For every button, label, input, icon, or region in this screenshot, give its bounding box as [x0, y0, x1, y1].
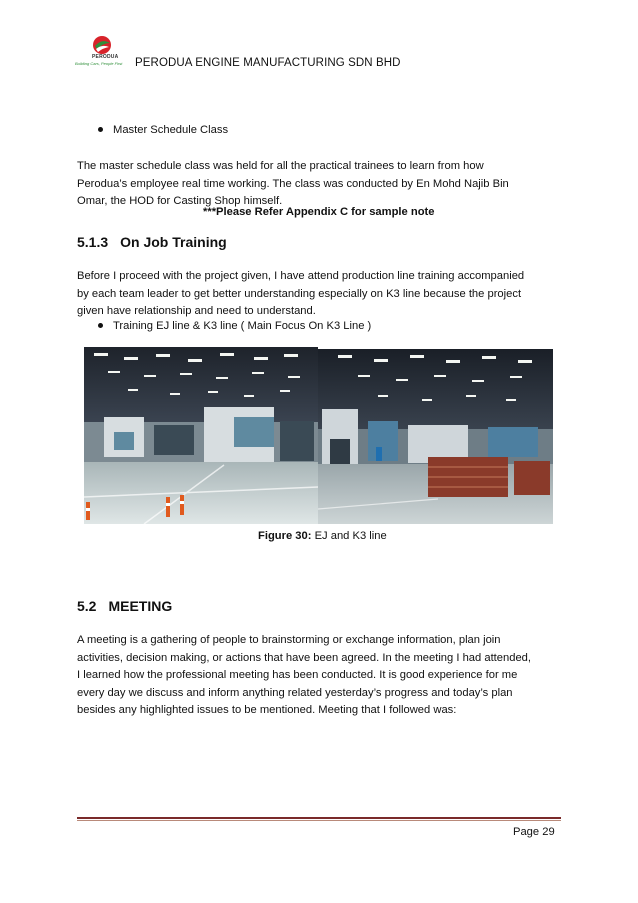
company-logo — [72, 34, 132, 68]
section-number: 5.1.3 — [77, 234, 109, 250]
bullet-training-lines — [98, 320, 371, 332]
training-line-3: given have relationship and need to understand. — [77, 305, 316, 318]
training-paragraph — [77, 268, 567, 321]
company-name: PERODUA ENGINE MANUFACTURING SDN BHD — [135, 57, 401, 69]
footer-rule — [77, 817, 561, 819]
training-line-2: by each team leader to get better understanding especially on K3 line because the project — [77, 287, 522, 300]
meeting-line-4: every day we discuss and inform anything related yesterday’s progress and today’s plan — [77, 686, 513, 699]
footer-rule-thin — [77, 820, 561, 821]
factory-floor-illustration — [318, 349, 553, 524]
master-paragraph — [77, 158, 567, 211]
factory-photo-ej-line — [84, 347, 318, 524]
section-number: 5.2 — [77, 598, 97, 614]
figure-label: Figure 30: — [258, 530, 312, 542]
master-line-3: Omar, the HOD for Casting Shop himself. — [77, 195, 283, 208]
bullet-icon — [98, 323, 103, 328]
training-line-1: Before I proceed with the project given, I have attend production line training accompanied — [77, 270, 525, 282]
bullet-master-schedule — [98, 124, 228, 136]
meeting-line-2: activities, decision making, or actions that have been agreed. In the meeting I had attended, — [77, 651, 532, 664]
page-number: Page 29 — [513, 826, 555, 838]
bullet-icon — [98, 127, 103, 132]
factory-photo-k3-line — [318, 349, 553, 524]
master-line-2: Perodua’s employee real time working. The class was conducted by En Mohd Najib Bin — [77, 177, 509, 190]
meeting-line-1: A meeting is a gathering of people to brainstorming or exchange information, plan join — [77, 634, 501, 646]
appendix-note: ***Please Refer Appendix C for sample note — [203, 206, 435, 218]
section-heading-5-2 — [77, 598, 172, 614]
bullet-master-schedule-text: Master Schedule Class — [113, 124, 229, 136]
figure-caption — [258, 528, 387, 546]
meeting-paragraph — [77, 632, 567, 720]
section-heading-5-1-3 — [77, 234, 227, 250]
section-title: MEETING — [108, 598, 173, 614]
meeting-line-5: besides any highlighted issues to be mentioned. Meeting that I followed was: — [77, 704, 457, 717]
section-title: On Job Training — [120, 234, 227, 250]
bullet-training-text: Training EJ line & K3 line ( Main Focus On K3 Line ) — [113, 320, 372, 332]
logo-brand: PERODUA — [92, 54, 119, 60]
factory-floor-illustration — [84, 347, 318, 524]
master-line-1: The master schedule class was held for all the practical trainees to learn from how — [77, 160, 484, 172]
logo-tagline: Building Cars, People First — [75, 61, 123, 66]
meeting-line-3: I learned how the professional meeting has been conducted. It is good experience for me — [77, 669, 518, 682]
figure-caption-text: EJ and K3 line — [311, 530, 387, 542]
